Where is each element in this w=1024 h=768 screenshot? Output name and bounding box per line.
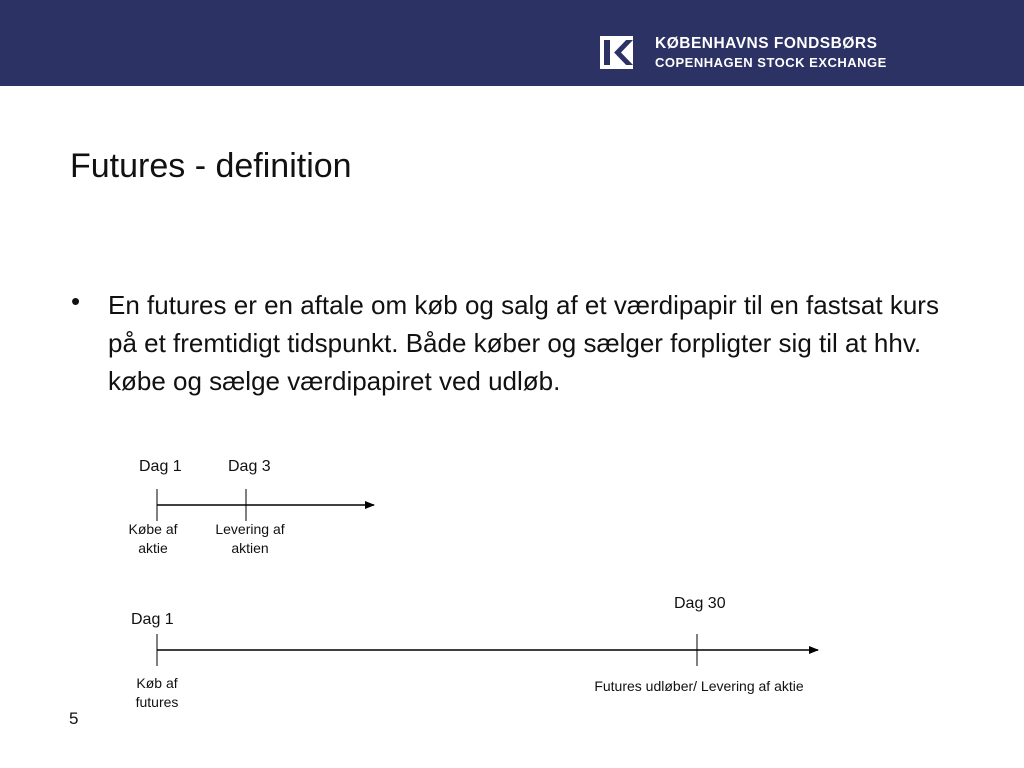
bullet-text: En futures er en aftale om køb og salg af et værdipapir til en fastsat kurs på et fremtidigt tidspunkt. Både køber og sælger forpligter sig til at hhv. købe og sælge værdipapiret ved udløb. (108, 290, 939, 396)
timeline1-event1-label (115, 520, 191, 558)
timeline2-day30-label: Dag 30 (674, 595, 726, 612)
timeline2-event1-line2: futures (135, 694, 179, 710)
timeline1-event1-line1: Købe af (128, 521, 178, 537)
logo-text-danish: KØBENHAVNS FONDSBØRS (655, 35, 878, 52)
bullet-marker: • (71, 286, 81, 316)
timeline2-day1-label: Dag 1 (131, 611, 174, 628)
timeline1-event1-line2: aktie (138, 540, 168, 556)
page-number: 5 (69, 709, 79, 728)
timeline2-event1-line1: Køb af (136, 675, 178, 691)
timeline1-day1-label: Dag 1 (139, 458, 182, 475)
timeline1-event2-line2: aktien (231, 540, 269, 556)
timeline2-event2-label: Futures udløber/ Levering af aktie (594, 678, 804, 694)
slide-title: Futures - definition (70, 147, 352, 185)
timeline1-event2-label (201, 520, 299, 558)
logo-text-english: COPENHAGEN STOCK EXCHANGE (655, 55, 887, 70)
timeline1-event2-line1: Levering af (215, 521, 285, 537)
timeline2-event1-label (117, 674, 197, 712)
timeline1-day3-label: Dag 3 (228, 458, 271, 475)
